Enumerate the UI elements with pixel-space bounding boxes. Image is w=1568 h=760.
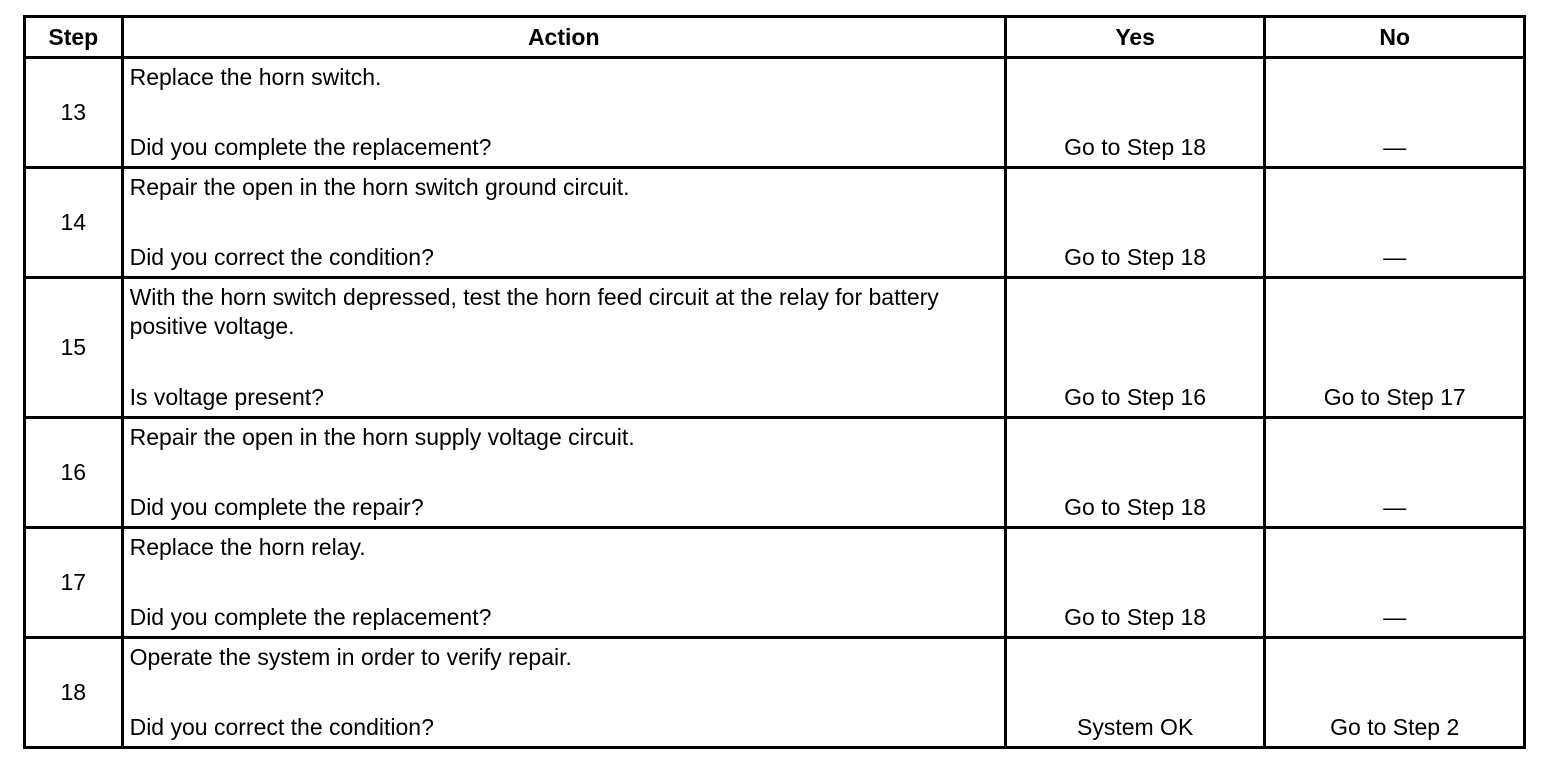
diagnostic-table [23,15,1526,749]
step-number: 14 [25,168,123,278]
step-number: 13 [25,58,123,168]
action-question: Did you correct the condition? [129,244,434,270]
no-result: Go to Step 2 [1265,638,1525,748]
step-number: 16 [25,418,123,528]
action-cell [122,638,1005,748]
table-row [25,278,1525,418]
header-row [25,17,1525,58]
yes-result: Go to Step 18 [1005,168,1265,278]
header-yes: Yes [1005,17,1265,58]
action-text: Operate the system in order to verify repair. [129,644,572,670]
action-question: Did you complete the replacement? [129,604,492,630]
action-question: Is voltage present? [129,384,324,410]
action-cell [122,418,1005,528]
table-row [25,528,1525,638]
no-result: — [1265,528,1525,638]
yes-result: Go to Step 18 [1005,58,1265,168]
action-question: Did you correct the condition? [129,714,434,740]
table-row [25,638,1525,748]
action-text: Replace the horn switch. [129,64,382,90]
no-result: — [1265,168,1525,278]
action-question: Did you complete the repair? [129,494,424,520]
header-no: No [1265,17,1525,58]
header-step: Step [25,17,123,58]
action-cell [122,58,1005,168]
table-row [25,58,1525,168]
action-text: Repair the open in the horn switch ground circuit. [129,174,630,200]
action-text: Repair the open in the horn supply voltage circuit. [129,424,635,450]
table-row [25,168,1525,278]
header-action: Action [122,17,1005,58]
step-number: 18 [25,638,123,748]
no-result: Go to Step 17 [1265,278,1525,418]
action-question: Did you complete the replacement? [129,134,492,160]
action-cell [122,278,1005,418]
step-number: 17 [25,528,123,638]
action-text: Replace the horn relay. [129,534,366,560]
yes-result: System OK [1005,638,1265,748]
action-cell [122,168,1005,278]
table-row [25,418,1525,528]
yes-result: Go to Step 16 [1005,278,1265,418]
no-result: — [1265,58,1525,168]
action-text: With the horn switch depressed, test the horn feed circuit at the relay for battery positive voltage. [129,284,939,339]
no-result: — [1265,418,1525,528]
yes-result: Go to Step 18 [1005,418,1265,528]
step-number: 15 [25,278,123,418]
yes-result: Go to Step 18 [1005,528,1265,638]
action-cell [122,528,1005,638]
